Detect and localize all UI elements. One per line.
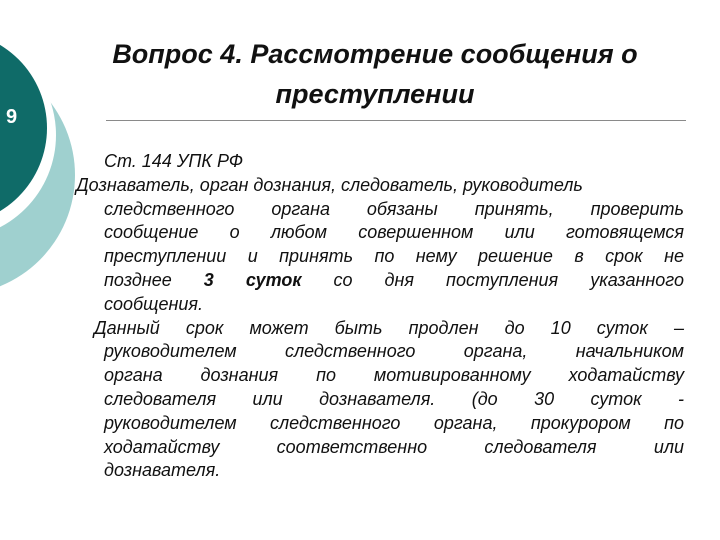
paragraph-1 (76, 174, 684, 317)
p1-line-3: сообщение о любом совершенном или готовящемся (104, 222, 684, 243)
p1-line-1: Дознаватель, орган дознания, следователь, руководитель (76, 174, 583, 195)
slide-body (76, 150, 684, 483)
p2-line-4: следователя или дознавателя. (до 30 суток - (104, 388, 684, 409)
p1-line-6: сообщения. (104, 293, 204, 314)
paragraph-2 (76, 317, 684, 484)
p2-line-1: Данный срок может быть продлен до 10 суток – (94, 317, 684, 338)
p1-line-5-end: со дня поступления указанного (301, 269, 684, 290)
p2-line-7: дознавателя. (104, 460, 221, 481)
title-line-2: преступлении (275, 79, 475, 109)
title-divider (106, 120, 686, 121)
p1-line-2: следственного органа обязаны принять, проверить (104, 198, 684, 219)
p1-line-4: преступлении и принять по нему решение в срок не (104, 246, 684, 267)
p2-line-5: руководителем следственного органа, прокурором по (104, 412, 684, 433)
p1-line-5 (76, 269, 684, 293)
p1-line-5-start: позднее (104, 269, 204, 290)
slide-title (60, 34, 690, 114)
slide-number: 9 (6, 106, 18, 128)
title-line-1: Вопрос 4. Рассмотрение сообщения о (112, 39, 638, 69)
deadline-highlight: 3 суток (203, 269, 302, 290)
article-reference: Ст. 144 УПК РФ (104, 151, 244, 171)
p2-line-3: органа дознания по мотивированному ходатайству (104, 365, 684, 386)
p2-line-2: руководителем следственного органа, начальником (104, 341, 684, 362)
p2-line-6: ходатайству соответственно следователя или (104, 436, 684, 457)
